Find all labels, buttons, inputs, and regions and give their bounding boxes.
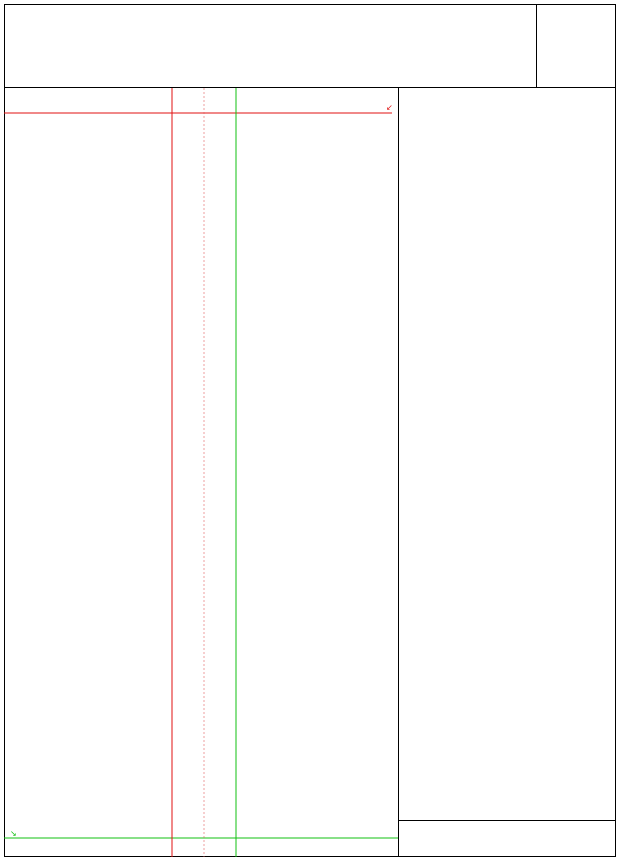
header (4, 4, 536, 88)
stitch-count (539, 5, 616, 20)
svg-text:↘: ↘ (10, 829, 17, 838)
embroidery-design (4, 88, 399, 857)
scale (539, 63, 616, 78)
barcode (9, 38, 117, 58)
design-preview (4, 88, 399, 857)
qr-code (482, 686, 570, 781)
design-height (539, 34, 616, 49)
design-width (539, 49, 616, 64)
color-count (539, 20, 616, 35)
table-header (399, 102, 616, 114)
table-footer (399, 820, 616, 857)
svg-text:↙: ↙ (386, 103, 393, 112)
spec-panel (536, 4, 616, 88)
